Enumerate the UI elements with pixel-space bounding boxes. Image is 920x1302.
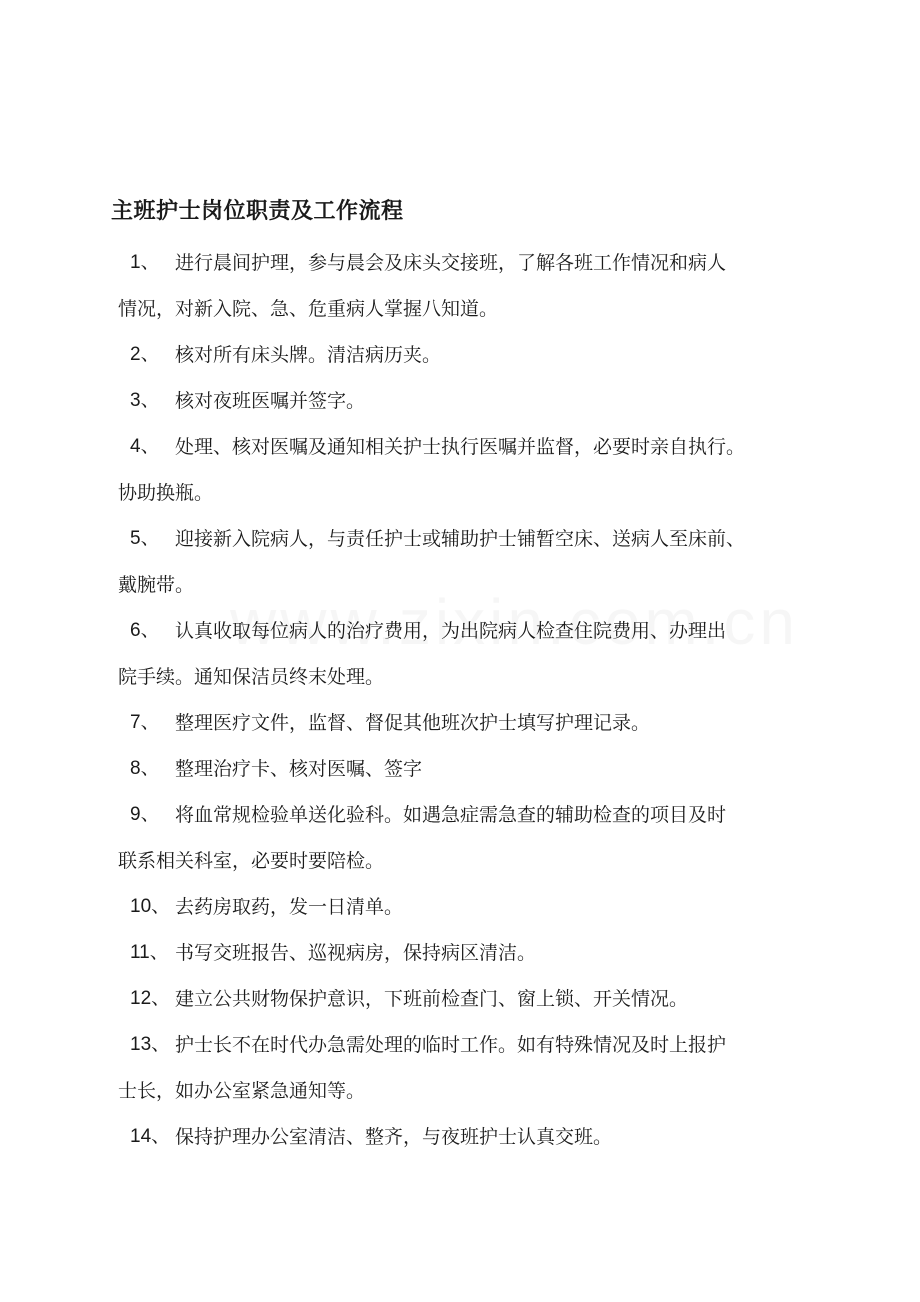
document-title: 主班护士岗位职责及工作流程 (111, 199, 404, 224)
item-line: 去药房取药，发一日清单。 (175, 896, 404, 918)
item-line: 核对所有床头牌。清洁病历夹。 (175, 344, 442, 366)
item-number: 7、 (130, 712, 160, 733)
item-text (175, 930, 808, 976)
item-line: 护士长不在时代办急需处理的临时工作。如有特殊情况及时上报护 (175, 1034, 727, 1056)
item-number: 3、 (130, 390, 160, 411)
item-text (118, 424, 808, 516)
list-item (118, 516, 808, 608)
item-text (175, 884, 808, 930)
list-item (118, 700, 808, 746)
item-line: 进行晨间护理，参与晨会及床头交接班，了解各班工作情况和病人 (175, 252, 727, 274)
item-text (118, 516, 808, 608)
item-number: 14、 (130, 1126, 171, 1147)
item-number: 10、 (130, 896, 171, 917)
list-item (118, 930, 808, 976)
item-line: 书写交班报告、巡视病房，保持病区清洁。 (175, 942, 537, 964)
list-item (118, 976, 808, 1022)
list-item (118, 240, 808, 332)
item-number: 1、 (130, 252, 160, 273)
item-text (175, 378, 808, 424)
item-line-continued: 情况，对新入院、急、危重病人掌握八知道。 (118, 298, 499, 320)
item-number: 13、 (130, 1034, 171, 1055)
list-item (118, 1022, 808, 1114)
item-text (175, 976, 808, 1022)
item-text (175, 700, 808, 746)
list-item (118, 746, 808, 792)
list-item (118, 884, 808, 930)
item-line: 整理医疗文件，监督、督促其他班次护士填写护理记录。 (175, 712, 651, 734)
list-item (118, 424, 808, 516)
item-line-continued: 联系相关科室，必要时要陪检。 (118, 850, 385, 872)
item-line-continued: 士长，如办公室紧急通知等。 (118, 1080, 366, 1102)
duty-list (118, 240, 808, 1160)
item-text (118, 608, 808, 700)
item-line: 认真收取每位病人的治疗费用，为出院病人检查住院费用、办理出 (175, 620, 727, 642)
item-number: 6、 (130, 620, 160, 641)
item-line: 整理治疗卡、核对医嘱、签字 (175, 758, 423, 780)
item-text (175, 1114, 808, 1160)
item-number: 2、 (130, 344, 160, 365)
list-item (118, 332, 808, 378)
item-number: 11、 (130, 942, 169, 963)
item-number: 9、 (130, 804, 160, 825)
item-line: 核对夜班医嘱并签字。 (175, 390, 366, 412)
item-number: 5、 (130, 528, 160, 549)
list-item (118, 608, 808, 700)
item-number: 4、 (130, 436, 160, 457)
item-line-continued: 院手续。通知保洁员终末处理。 (118, 666, 385, 688)
item-line: 将血常规检验单送化验科。如遇急症需急查的辅助检查的项目及时 (175, 804, 727, 826)
list-item (118, 792, 808, 884)
item-text (118, 240, 808, 332)
item-line-continued: 协助换瓶。 (118, 482, 214, 504)
list-item (118, 378, 808, 424)
item-line: 处理、核对医嘱及通知相关护士执行医嘱并监督，必要时亲自执行。 (175, 436, 746, 458)
item-line: 迎接新入院病人，与责任护士或辅助护士铺暂空床、送病人至床前、 (175, 528, 746, 550)
item-text (175, 332, 808, 378)
item-line: 建立公共财物保护意识，下班前检查门、窗上锁、开关情况。 (175, 988, 689, 1010)
item-text (175, 746, 808, 792)
item-number: 12、 (130, 988, 171, 1009)
list-item (118, 1114, 808, 1160)
item-number: 8、 (130, 758, 160, 779)
item-line-continued: 戴腕带。 (118, 574, 195, 596)
item-text (118, 792, 808, 884)
item-line: 保持护理办公室清洁、整齐，与夜班护士认真交班。 (175, 1126, 613, 1148)
